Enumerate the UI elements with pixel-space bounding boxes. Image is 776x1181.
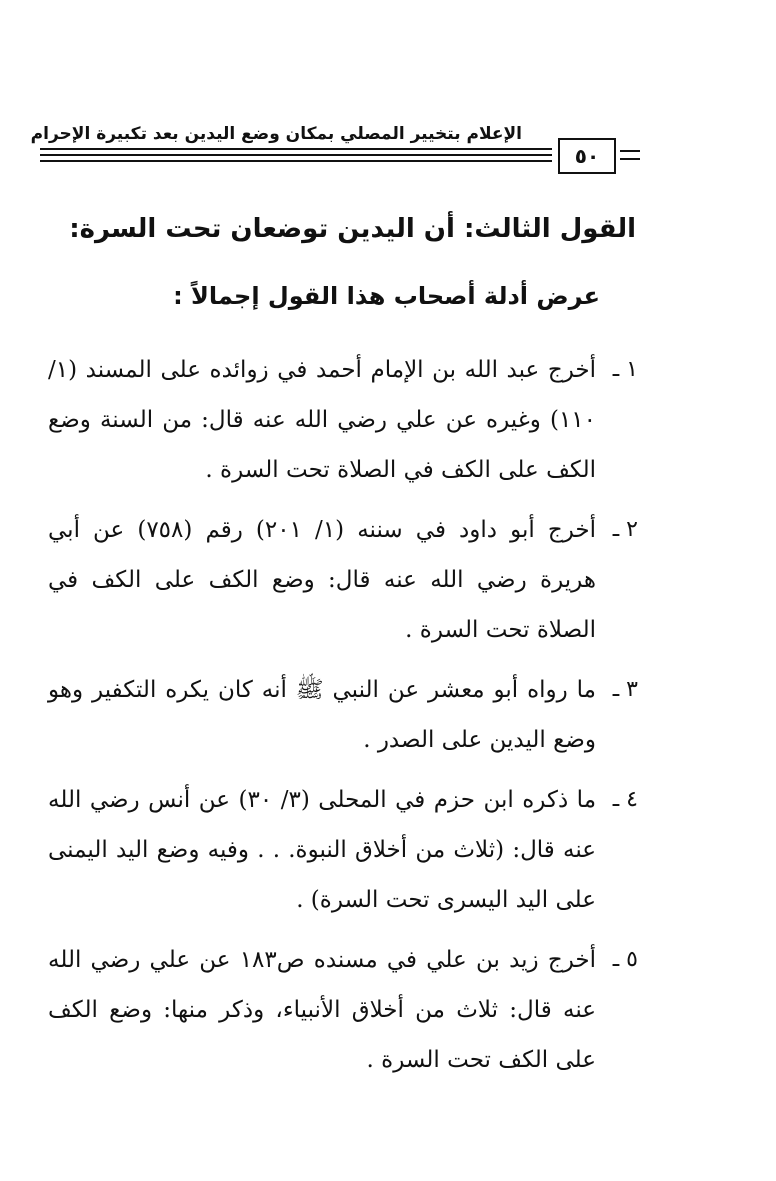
section-subheading: عرض أدلة أصحاب هذا القول إجمالاً : bbox=[173, 282, 600, 310]
item-text: أخرج عبد الله بن الإمام أحمد في زوائده على المسند (١/ ١١٠) وغيره عن علي رضي الله عنه قال: من السنة وضع الكف على الكف في الصلاة تحت السرة . bbox=[48, 357, 596, 483]
header-rule bbox=[620, 158, 640, 160]
item-number: ١ ـ bbox=[612, 357, 638, 382]
evidence-list bbox=[48, 345, 638, 1095]
item-text: ما رواه أبو معشر عن النبي ﷺ أنه كان يكره التكفير وهو وضع اليدين على الصدر . bbox=[48, 677, 596, 753]
list-item bbox=[48, 345, 638, 495]
page-number: ٥٠ bbox=[558, 138, 616, 174]
item-number: ٤ ـ bbox=[612, 787, 638, 812]
list-item bbox=[48, 505, 638, 655]
header-rule bbox=[40, 160, 552, 162]
item-text: أخرج زيد بن علي في مسنده ص١٨٣ عن علي رضي الله عنه قال: ثلاث من أخلاق الأنبياء، وذكر منها: وضع الكف على الكف تحت السرة . bbox=[48, 947, 596, 1073]
list-item bbox=[48, 935, 638, 1085]
section-heading: القول الثالث: أن اليدين توضعان تحت السرة: bbox=[69, 214, 636, 244]
header-rule bbox=[40, 148, 552, 150]
running-title: الإعلام بتخيير المصلي بمكان وضع اليدين بعد تكبيرة الإحرام bbox=[30, 124, 522, 144]
item-text: أخرج أبو داود في سننه (١/ ٢٠١) رقم (٧٥٨) عن أبي هريرة رضي الله عنه قال: وضع الكف على الكف في الصلاة تحت السرة . bbox=[48, 517, 596, 643]
list-item bbox=[48, 665, 638, 765]
item-number: ٢ ـ bbox=[612, 517, 638, 542]
item-text: ما ذكره ابن حزم في المحلى (٣/ ٣٠) عن أنس رضي الله عنه قال: (ثلاث من أخلاق النبوة. . . وفيه وضع اليد اليمنى على اليد اليسرى تحت السرة) . bbox=[48, 787, 597, 913]
header-rule bbox=[40, 154, 552, 156]
header-rule bbox=[620, 150, 640, 152]
page-header bbox=[30, 118, 640, 180]
list-item bbox=[48, 775, 638, 925]
item-number: ٥ ـ bbox=[612, 947, 638, 972]
item-number: ٣ ـ bbox=[612, 677, 638, 702]
